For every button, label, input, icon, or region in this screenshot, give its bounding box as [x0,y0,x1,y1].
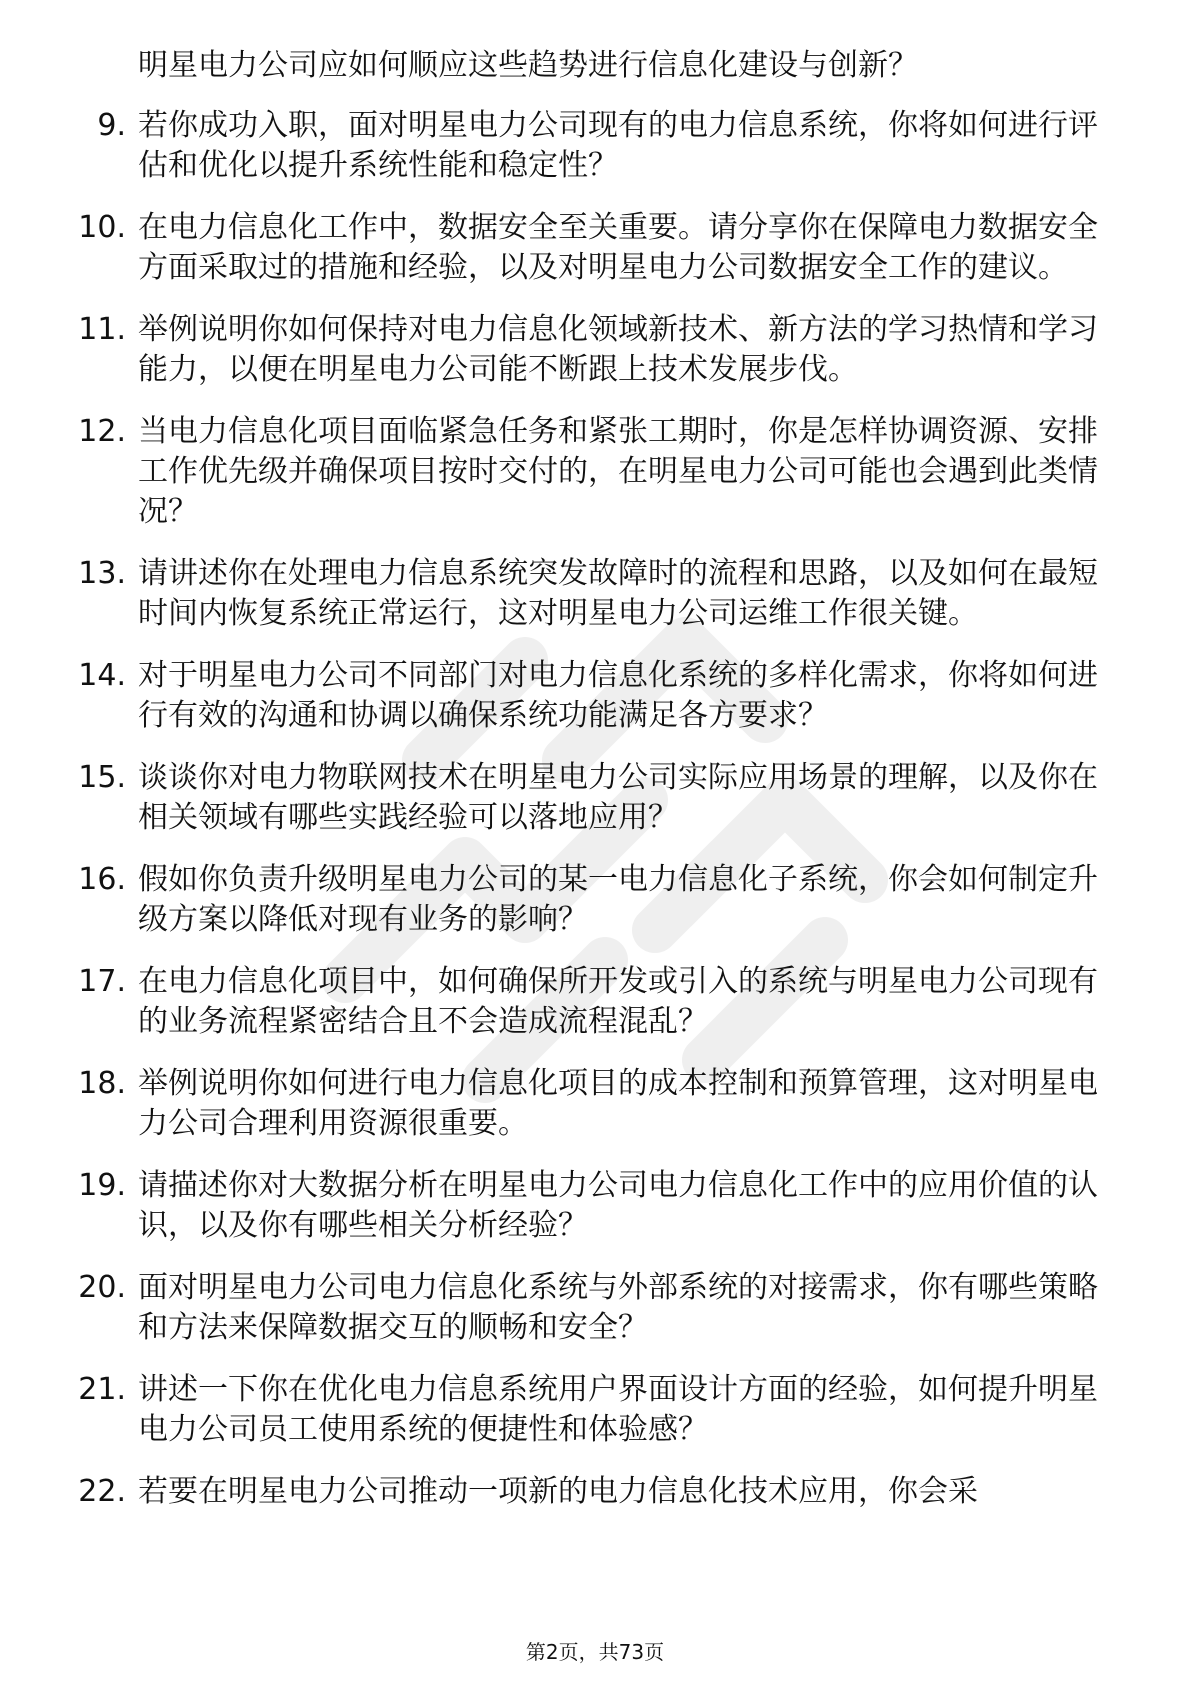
question-number: 15. [78,760,126,795]
question-number: 13. [78,556,126,591]
question-number: 21. [78,1372,126,1407]
question-text: 若要在明星电力公司推动一项新的电力信息化技术应用，你会采 [138,1474,978,1509]
question-text: 若你成功入职，面对明星电力公司现有的电力信息系统，你将如何进行评估和优化以提升系统性能和稳定性？ [138,108,1098,183]
question-number: 16. [78,862,126,897]
question-number: 22. [78,1474,126,1509]
question-number: 20. [78,1270,126,1305]
question-item [58,310,1118,390]
question-item [58,1064,1118,1144]
question-text: 请讲述你在处理电力信息系统突发故障时的流程和思路，以及如何在最短时间内恢复系统正常运行，这对明星电力公司运维工作很关键。 [138,556,1098,631]
question-item [58,860,1118,940]
question-text: 在电力信息化项目中，如何确保所开发或引入的系统与明星电力公司现有的业务流程紧密结合且不会造成流程混乱？ [138,964,1098,1039]
question-item [58,412,1118,532]
question-number: 19. [78,1168,126,1203]
question-text: 假如你负责升级明星电力公司的某一电力信息化子系统，你会如何制定升级方案以降低对现有业务的影响？ [138,862,1098,937]
question-item [58,656,1118,736]
question-item [58,1166,1118,1246]
question-number: 10. [78,210,126,245]
question-text: 当电力信息化项目面临紧急任务和紧张工期时，你是怎样协调资源、安排工作优先级并确保项目按时交付的，在明星电力公司可能也会遇到此类情况？ [138,414,1098,529]
question-item [58,962,1118,1042]
question-item [58,1370,1118,1450]
question-text: 请描述你对大数据分析在明星电力公司电力信息化工作中的应用价值的认识，以及你有哪些相关分析经验？ [138,1168,1098,1243]
question-number: 11. [78,312,126,347]
question-text: 在电力信息化工作中，数据安全至关重要。请分享你在保障电力数据安全方面采取过的措施和经验，以及对明星电力公司数据安全工作的建议。 [138,210,1098,285]
question-text: 举例说明你如何进行电力信息化项目的成本控制和预算管理，这对明星电力公司合理利用资源很重要。 [138,1066,1098,1141]
question-text: 谈谈你对电力物联网技术在明星电力公司实际应用场景的理解，以及你在相关领域有哪些实践经验可以落地应用？ [138,760,1098,835]
question-list [58,106,1118,1512]
page-indicator: 第2页，共73页 [525,1640,665,1664]
question-number: 9. [97,108,126,143]
question-item [58,106,1118,186]
question-item [58,1268,1118,1348]
question-number: 12. [78,414,126,449]
question-text: 面对明星电力公司电力信息化系统与外部系统的对接需求，你有哪些策略和方法来保障数据交互的顺畅和安全？ [138,1270,1098,1345]
question-number: 18. [78,1066,126,1101]
question-item [58,208,1118,288]
question-item [58,758,1118,838]
question-number: 17. [78,964,126,999]
question-item [58,1472,1118,1512]
question-text: 对于明星电力公司不同部门对电力信息化系统的多样化需求，你将如何进行有效的沟通和协调以确保系统功能满足各方要求？ [138,658,1098,733]
question-text: 讲述一下你在优化电力信息系统用户界面设计方面的经验，如何提升明星电力公司员工使用系统的便捷性和体验感？ [138,1372,1098,1447]
question-item [58,554,1118,634]
question-text: 举例说明你如何保持对电力信息化领域新技术、新方法的学习热情和学习能力，以便在明星电力公司能不断跟上技术发展步伐。 [138,312,1098,387]
question-content [58,46,1118,1534]
question-number: 14. [78,658,126,693]
continuation-text: 明星电力公司应如何顺应这些趋势进行信息化建设与创新？ [138,48,918,83]
